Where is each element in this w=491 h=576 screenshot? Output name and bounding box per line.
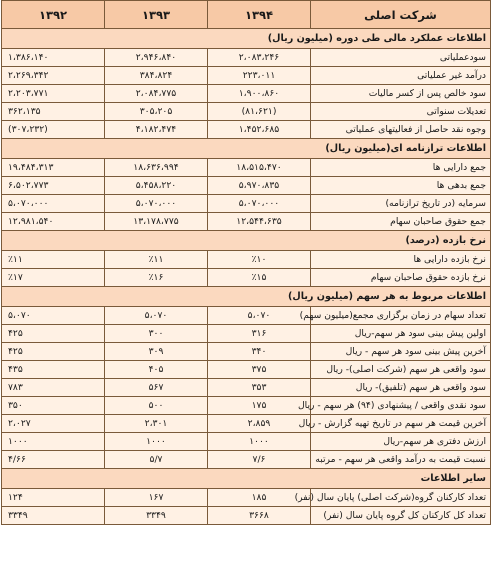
table-row	[2, 177, 491, 195]
cell-value-1: ۵،۰۷۰	[105, 307, 208, 325]
cell-value-1: ۳۰۵،۲۰۵	[105, 103, 208, 121]
table-row	[2, 433, 491, 451]
table-row	[2, 67, 491, 85]
cell-value-0: ۳۴۰	[208, 343, 311, 361]
table-row	[2, 307, 491, 325]
cell-value-0: ۳۷۵	[208, 361, 311, 379]
row-label: سرمایه (در تاریخ ترازنامه)	[311, 195, 491, 213]
cell-value-2: ۱۰۰۰	[2, 433, 105, 451]
cell-value-0: ۳۱۶	[208, 325, 311, 343]
cell-value-0: ۵،۰۷۰	[208, 307, 311, 325]
cell-value-0: (۸۱،۶۲۱)	[208, 103, 311, 121]
cell-value-2: ۱۹،۴۸۴،۳۱۳	[2, 159, 105, 177]
cell-value-1: ۱۸،۶۳۶،۹۹۴	[105, 159, 208, 177]
cell-value-0: ۲،۸۵۹	[208, 415, 311, 433]
cell-value-1: ۴۰۵	[105, 361, 208, 379]
table-row	[2, 397, 491, 415]
table-row	[2, 103, 491, 121]
cell-value-0: ٪۱۰	[208, 251, 311, 269]
cell-value-2: ۱۲۴	[2, 489, 105, 507]
cell-value-0: ۵،۰۷۰،۰۰۰	[208, 195, 311, 213]
row-label: سود نقدی واقعی / پیشنهادی (۹۴) هر سهم - ریال	[311, 397, 491, 415]
section-title: اطلاعات ترازنامه ای(میلیون ریال)	[2, 139, 491, 159]
cell-value-1: ۳۸۴،۸۲۴	[105, 67, 208, 85]
cell-value-0: ۱۰۰۰	[208, 433, 311, 451]
table-row	[2, 325, 491, 343]
row-label: سود واقعی هر سهم (شرکت اصلی)- ریال	[311, 361, 491, 379]
cell-value-1: ۲،۰۸۴،۷۷۵	[105, 85, 208, 103]
cell-value-0: ۱،۹۰۰،۸۶۰	[208, 85, 311, 103]
cell-value-2: ٪۱۷	[2, 269, 105, 287]
cell-value-2: ۱۲،۹۸۱،۵۴۰	[2, 213, 105, 231]
table-row	[2, 159, 491, 177]
table-row	[2, 195, 491, 213]
cell-value-0: ۱۸۵	[208, 489, 311, 507]
table-row	[2, 451, 491, 469]
cell-value-0: ۲۲۳،۰۱۱	[208, 67, 311, 85]
cell-value-2: ۲،۰۲۷	[2, 415, 105, 433]
section-header-row	[2, 287, 491, 307]
cell-value-2: ۷۸۳	[2, 379, 105, 397]
cell-value-0: ۱۲،۵۴۴،۶۳۵	[208, 213, 311, 231]
cell-value-1: ۳۰۹	[105, 343, 208, 361]
cell-value-0: ۳۶۶۸	[208, 507, 311, 525]
table-row	[2, 49, 491, 67]
table-row	[2, 269, 491, 287]
cell-value-0: ۱۷۵	[208, 397, 311, 415]
section-title: اطلاعات عملکرد مالی طی دوره (میلیون ریال)	[2, 29, 491, 49]
cell-value-0: ۷/۶	[208, 451, 311, 469]
cell-value-1: ۱۶۷	[105, 489, 208, 507]
row-label: آخرین پیش بینی سود هر سهم - ریال	[311, 343, 491, 361]
cell-value-1: ٪۱۶	[105, 269, 208, 287]
cell-value-1: ۵،۴۵۸،۲۲۰	[105, 177, 208, 195]
row-label: جمع دارایی ها	[311, 159, 491, 177]
cell-value-2: ۴۲۵	[2, 325, 105, 343]
row-label: تعداد سهام در زمان برگزاری مجمع(میلیون سهم)	[311, 307, 491, 325]
header-year-1394: ۱۳۹۴	[208, 1, 311, 29]
table-row	[2, 361, 491, 379]
section-header-row	[2, 231, 491, 251]
cell-value-2: ۴/۶۶	[2, 451, 105, 469]
financial-summary	[1, 0, 490, 525]
header-year-1393: ۱۳۹۳	[105, 1, 208, 29]
row-label: سودعملیاتی	[311, 49, 491, 67]
cell-value-1: ۵،۰۷۰،۰۰۰	[105, 195, 208, 213]
row-label: آخرین قیمت هر سهم در تاریخ تهیه گزارش - ریال	[311, 415, 491, 433]
row-label: ارزش دفتری هر سهم-ریال	[311, 433, 491, 451]
row-label: نرخ بازده حقوق صاحبان سهام	[311, 269, 491, 287]
table-row	[2, 85, 491, 103]
cell-value-1: ۲،۳۰۱	[105, 415, 208, 433]
cell-value-0: ۱۸،۵۱۵،۴۷۰	[208, 159, 311, 177]
cell-value-2: ۱،۳۸۶،۱۴۰	[2, 49, 105, 67]
cell-value-2: ۲،۲۰۳،۷۷۱	[2, 85, 105, 103]
section-title: نرخ بازده (درصد)	[2, 231, 491, 251]
cell-value-0: ۱،۴۵۲،۶۸۵	[208, 121, 311, 139]
section-header-row	[2, 469, 491, 489]
cell-value-1: ۱۰۰۰	[105, 433, 208, 451]
row-label: وجوه نقد حاصل از فعالیتهای عملیاتی	[311, 121, 491, 139]
cell-value-1: ٪۱۱	[105, 251, 208, 269]
cell-value-1: ۳۰۰	[105, 325, 208, 343]
cell-value-2: ۵،۰۷۰،۰۰۰	[2, 195, 105, 213]
row-label: سود خالص پس از کسر مالیات	[311, 85, 491, 103]
header-year-1392: ۱۳۹۲	[2, 1, 105, 29]
row-label: نرخ بازده دارایی ها	[311, 251, 491, 269]
cell-value-2: ۲،۲۶۹،۳۴۲	[2, 67, 105, 85]
row-label: جمع حقوق صاحبان سهام	[311, 213, 491, 231]
section-header-row	[2, 139, 491, 159]
cell-value-1: ۳۳۴۹	[105, 507, 208, 525]
row-label: سود واقعی هر سهم (تلفیق)- ریال	[311, 379, 491, 397]
cell-value-2: ۴۲۵	[2, 343, 105, 361]
cell-value-2: ۶،۵۰۲،۷۷۳	[2, 177, 105, 195]
section-title: سایر اطلاعات	[2, 469, 491, 489]
table-row	[2, 251, 491, 269]
row-label: جمع بدهی ها	[311, 177, 491, 195]
cell-value-2: (۳۰۷،۲۳۲)	[2, 121, 105, 139]
cell-value-1: ۴،۱۸۲،۴۷۴	[105, 121, 208, 139]
cell-value-1: ۲،۹۴۶،۸۴۰	[105, 49, 208, 67]
table-row	[2, 507, 491, 525]
cell-value-1: ۵/۷	[105, 451, 208, 469]
header-label: شرکت اصلی	[311, 1, 491, 29]
table-row	[2, 379, 491, 397]
cell-value-2: ۳۳۴۹	[2, 507, 105, 525]
cell-value-2: ٪۱۱	[2, 251, 105, 269]
cell-value-2: ۳۶۲،۱۳۵	[2, 103, 105, 121]
section-header-row	[2, 29, 491, 49]
header-row	[2, 1, 491, 29]
cell-value-0: ۵،۹۷۰،۸۳۵	[208, 177, 311, 195]
cell-value-1: ۱۳،۱۷۸،۷۷۵	[105, 213, 208, 231]
row-label: تعداد کارکنان گروه(شرکت اصلی) پایان سال (نفر)	[311, 489, 491, 507]
cell-value-0: ٪۱۵	[208, 269, 311, 287]
section-title: اطلاعات مربوط به هر سهم (میلیون ریال)	[2, 287, 491, 307]
cell-value-1: ۵۶۷	[105, 379, 208, 397]
table-row	[2, 343, 491, 361]
table-row	[2, 121, 491, 139]
row-label: تعداد کل کارکنان کل گروه پایان سال (نفر)	[311, 507, 491, 525]
cell-value-1: ۵۰۰	[105, 397, 208, 415]
cell-value-0: ۳۵۳	[208, 379, 311, 397]
row-label: اولین پیش بینی سود هر سهم-ریال	[311, 325, 491, 343]
cell-value-2: ۴۳۵	[2, 361, 105, 379]
table-row	[2, 213, 491, 231]
table-row	[2, 489, 491, 507]
cell-value-0: ۲،۰۸۳،۲۴۶	[208, 49, 311, 67]
row-label: تعدیلات سنواتی	[311, 103, 491, 121]
financial-table-body	[2, 1, 491, 525]
cell-value-2: ۳۵۰	[2, 397, 105, 415]
financial-table	[1, 0, 491, 525]
row-label: درآمد غیر عملیاتی	[311, 67, 491, 85]
row-label: نسبت قیمت به درآمد واقعی هر سهم - مرتبه	[311, 451, 491, 469]
cell-value-2: ۵،۰۷۰	[2, 307, 105, 325]
table-row	[2, 415, 491, 433]
